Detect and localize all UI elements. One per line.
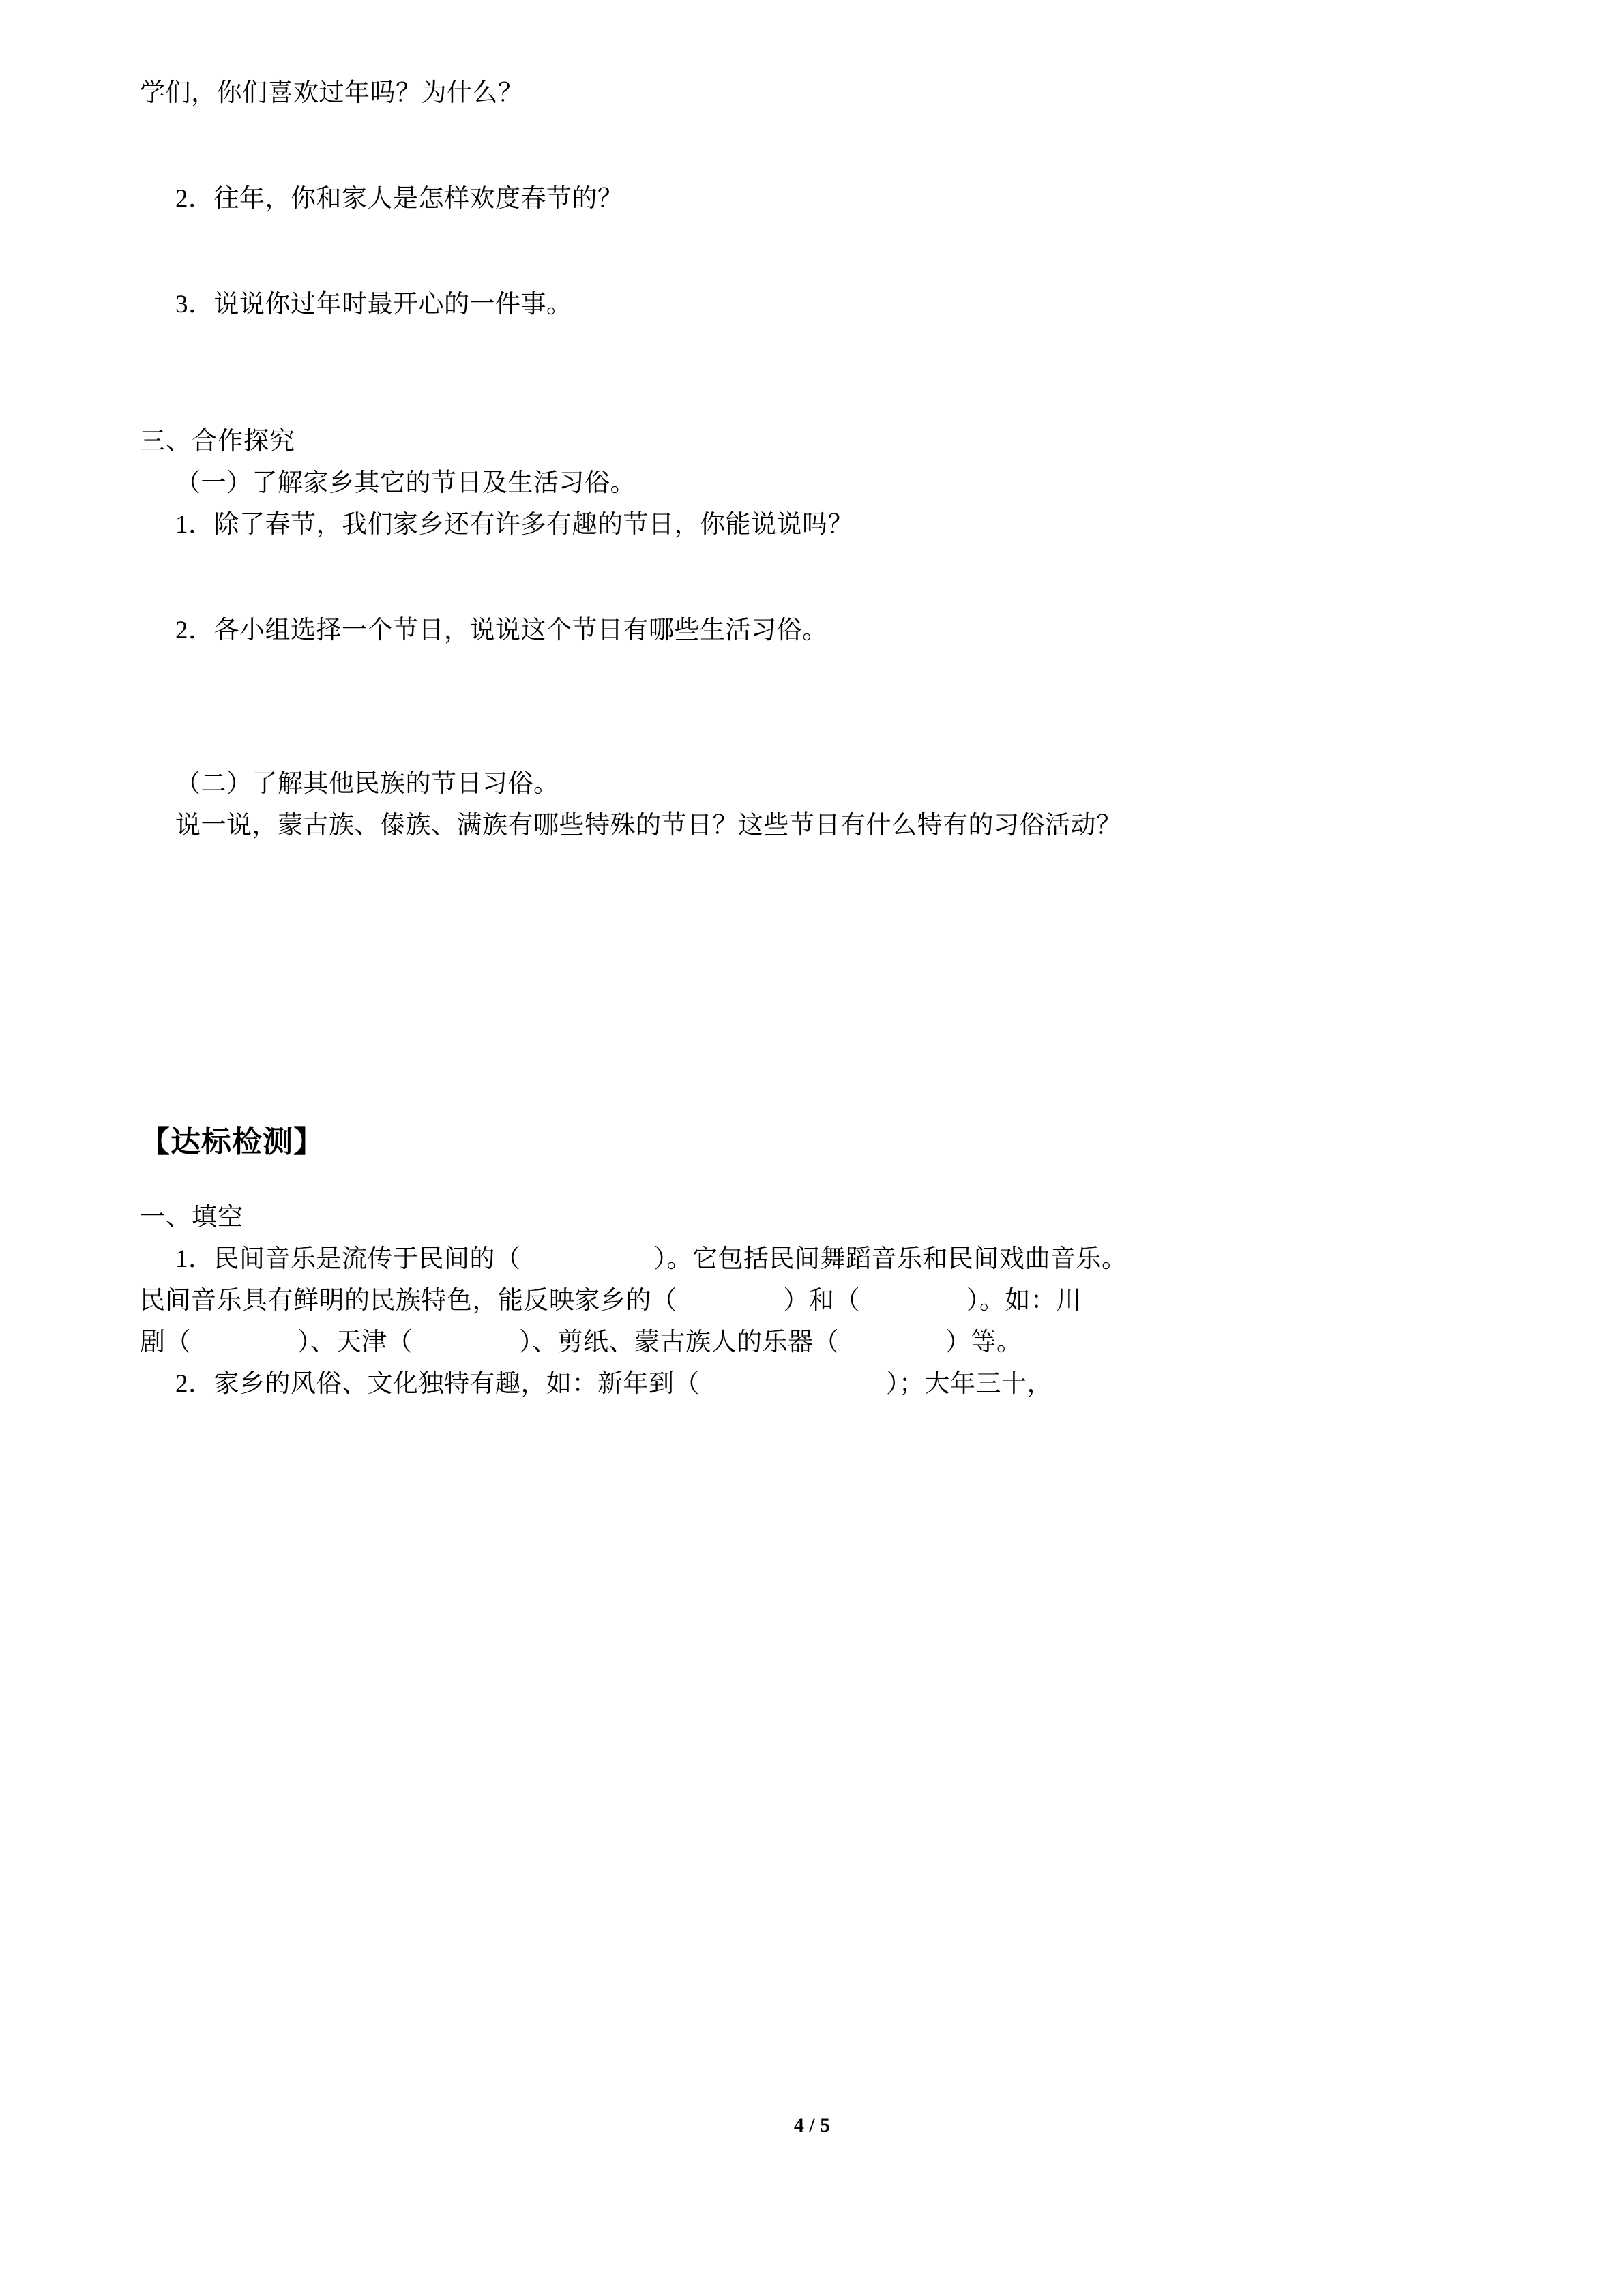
subsection-two: （二）了解其他民族的节日习俗。 bbox=[175, 770, 559, 798]
spacer-9 bbox=[140, 838, 1497, 919]
page-number: 4 / 5 bbox=[793, 2114, 831, 2136]
spacer-2 bbox=[140, 211, 1497, 292]
spacer-9c bbox=[140, 999, 1497, 1079]
paragraph-question-3: 3．说说你过年时最开心的一件事。 bbox=[175, 290, 572, 318]
fill-blank-item-2-line-1: 2．家乡的风俗、文化独特有趣，如：新年到（ ）；大年三十， bbox=[175, 1370, 1052, 1398]
spacer-5 bbox=[140, 496, 1497, 512]
fill-blank-item-1-line-1: 1．民间音乐是流传于民间的（ ）。它包括民间舞蹈音乐和民间戏曲音乐。 bbox=[175, 1245, 1127, 1273]
page-content bbox=[140, 0, 1497, 1397]
spacer-3 bbox=[140, 317, 1497, 398]
spacer-1 bbox=[140, 106, 1497, 186]
section-heading-fill-blank: 一、填空 bbox=[140, 1204, 243, 1232]
spacer-9b bbox=[140, 919, 1497, 999]
spacer-11 bbox=[140, 1230, 1497, 1247]
section-heading-three: 三、合作探究 bbox=[140, 428, 295, 456]
spacer-9d bbox=[140, 1079, 1497, 1127]
paragraph-question-intro: 学们，你们喜欢过年吗？为什么？ bbox=[140, 79, 524, 107]
spacer-12 bbox=[140, 1272, 1497, 1288]
paragraph-explore-2: 2．各小组选择一个节日，说说这个节日有哪些生活习俗。 bbox=[175, 616, 828, 644]
spacer-8 bbox=[140, 796, 1497, 813]
spacer-3b bbox=[140, 398, 1497, 429]
spacer-7 bbox=[140, 643, 1497, 724]
spacer-14 bbox=[140, 1355, 1497, 1371]
spacer-10 bbox=[140, 1157, 1497, 1205]
spacer-13 bbox=[140, 1313, 1497, 1330]
paragraph-question-2: 2．往年，你和家人是怎样欢度春节的？ bbox=[175, 185, 623, 213]
fill-blank-item-1-line-2: 民间音乐具有鲜明的民族特色，能反映家乡的（ ）和（ ）。如：川 bbox=[140, 1287, 1082, 1315]
fill-blank-item-1-line-3: 剧（ ）、天津（ ）、剪纸、蒙古族人的乐器（ ）等。 bbox=[140, 1328, 1022, 1356]
spacer-top bbox=[140, 0, 1497, 80]
spacer-4 bbox=[140, 454, 1497, 471]
spacer-7b bbox=[140, 724, 1497, 771]
spacer-6 bbox=[140, 537, 1497, 618]
subsection-one: （一）了解家乡其它的节日及生活习俗。 bbox=[175, 469, 636, 497]
heading-assessment: 【达标检测】 bbox=[140, 1125, 324, 1159]
paragraph-ethnic-festivals: 说一说，蒙古族、傣族、满族有哪些特殊的节日？这些节日有什么特有的习俗活动？ bbox=[175, 811, 1122, 839]
paragraph-explore-1: 1．除了春节，我们家乡还有许多有趣的节日，你能说说吗？ bbox=[175, 511, 853, 539]
